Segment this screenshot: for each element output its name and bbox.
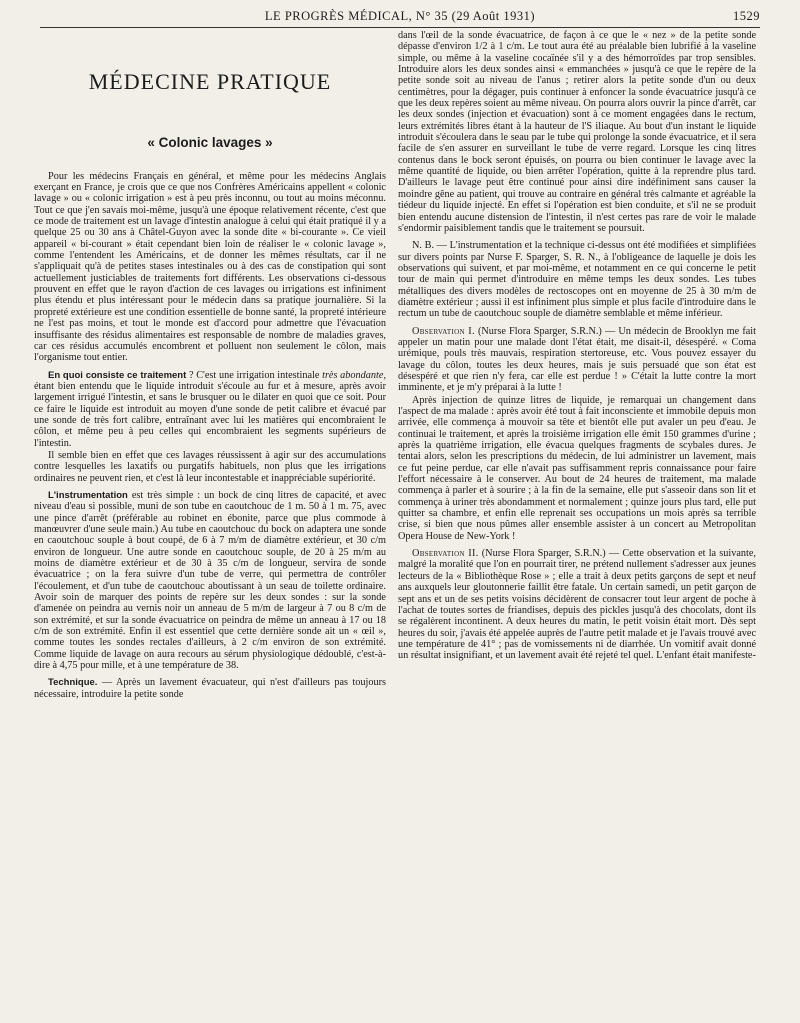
observation-1-continued: Après injection de quinze litres de liquide, je remarquai un changement dans l'aspect de ma malade : après avoir été tout à fait inconsciente et immobile depuis mon arrivée, elle commença à mouvoir sa tête et bientôt elle put avaler un peu d'eau. Je continuai le traitement, et après la troisième irrigation elle émit 150 grammes d'urine ; après la quatrième irrigation, elle évacua quelques fragments de scybales dures. Je tentai alors, selon les prescriptions du médecin, de lui administrer un lavement, mais ce fut peine perdue, car elle n'avait pas suffisamment repris connaissance pour faire l'effort nécessaire à le conserver. Au bout de 24 heures de traitement, ma malade commença à parler et à sourire ; à la fin de la semaine, elle put s'asseoir dans son lit et commença à uriner très abondamment et normalement ; quinze jours plus tard, elle put quitter sa chambre, et enfin elle reprenait ses occupations un mois après sa terrible crise, si bien que nous pûmes aller ensemble assister à un concert au Metropolitan Opera House de New-York ! bbox=[398, 394, 756, 542]
instrumentation-paragraph: L'instrumentation est très simple : un bock de cinq litres de capacité, et avec niveau d'eau si possible, muni de son tube en caoutchouc de 1 m. 50 à 1 m. 75, avec une pince d'arrêt (préférable au robinet en ébonite, parce que plus commode à manœuvrer d'une seule main.) Au tube en caoutchouc du bock on adaptera une sonde en caoutchouc souple à bout coupé, de 6 à 7 m/m de diamètre extérieur, et 30 c/m environ de longueur. Une autre sonde en caoutchouc souple, de 20 à 25 m/m au moins de diamètre extérieur et de 30 à 35 c/m de longueur, servira de sonde évacuatrice ; on la fera suivre d'un tube de verre, qui permettra de contrôler l'écoulement, et d'un tube de caoutchouc aboutissant à un seau de toilette ordinaire. Avoir soin de marquer des points de repère sur les deux sondes : sur la sonde d'amenée on peindra au vernis noir un anneau de 5 m/m de largeur à 7 ou 8 c/m de son extrémité, et sur la sonde évacuatrice on peindra de même un anneau à 17 ou 18 c/m de son extrémité. Enfin il est essentiel que cette dernière sonde ait un « œil », comme toutes les sondes rectales d'ailleurs, à 2 c/m environ de son extrémité. Comme liquide de lavage on aura recours au sérum physiologique dédoublé, c'est-à-dire à 4,75 pour mille, et à une température de 38. bbox=[34, 489, 386, 672]
left-column bbox=[34, 32, 386, 1020]
nota-bene-paragraph: N. B. — L'instrumentation et la technique ci-dessus ont été modifiées et simplifiées sur divers points par Nurse F. Sparger, S. R. N., à l'obligeance de laquelle je dois les observations qui suivent, et par moi-même, et notamment en ce qui concerne le petit tour de main qui permet d'introduire en même temps les deux sondes. Les tubes métalliques des divers modèles de rectoscopes ont en moyenne de 25 à 30 m/m de diamètre extérieur ; aussi il est infiniment plus simple et plus facile d'introduire dans le rectum un tube de caoutchouc souple de diamètre semblable et même inférieur. bbox=[398, 240, 756, 320]
article-title: « Colonic lavages » bbox=[147, 135, 273, 151]
observation-1-label: Observation I. bbox=[412, 325, 475, 337]
treatment-paragraph: En quoi consiste ce traitement ? C'est une irrigation intestinale très abondante, étant bien entendu que le liquide introduit s'écoule au fur et à mesure, après avoir largement irrigué l'intestin, et sans le brusquer ou le dilater en quoi que ce soit. Pour ce faire le liquide est introduit au moyen d'une sonde de petit calibre et évacué par une sonde de très fort calibre, entraînant avec lui les matières qui encombraient le côlon, et même peu à peu celles qui encombraient les segments supérieurs de l'intestin. bbox=[34, 369, 386, 449]
journal-title: LE PROGRÈS MÉDICAL, N° 35 (29 Août 1931) bbox=[264, 9, 536, 23]
header-rule bbox=[40, 27, 760, 28]
emphasis-text: très abondante bbox=[322, 369, 384, 381]
instrumentation-lead: L'instrumentation bbox=[48, 489, 128, 501]
right-column bbox=[398, 30, 756, 1016]
technique-lead: Technique. bbox=[48, 677, 98, 689]
technique-continued-paragraph: dans l'œil de la sonde évacuatrice, de façon à ce que le « nez » de la petite sonde dépasse d'environ 1/2 à 1 c/m. Le tout aura été au préalable bien lubrifié à la vaseline simple, ou même à la vaseline cocaïnée s'il y a des hémorroïdes par trop sensibles. Introduire alors les deux sondes ainsi « emmanchées » jusqu'à ce que le repère de la petite sonde soit au niveau de l'anus ; retirer alors la petite sonde d'un ou deux centimètres, pour la dégager, puis continuer à enfoncer la sonde évacuatrice jusqu'à ce que les deux repères soient au même niveau. On pourra alors ouvrir la pince d'arrêt, car les deux sondes (injection et évacuation) sont à ce moment engagées dans le rectum, leurs extrémités libres étant à la hauteur de l'S iliaque. Au bout d'un instant le liquide introduit s'écoulera dans le seau par le tube qui prolonge la sonde évacuatrice, et il sera facile de s'en assurer en surveillant le tube de verre regard. Lorsque les cinq litres contenus dans le bock seront épuisés, on pourra ou bien continuer le lavage avec la même quantité de liquide, ou bien arrêter l'opération, quitte à la reprendre plus tard. D'ailleurs le lavage peut être continué pour ainsi dire indéfiniment sans causer la moindre gêne au patient, qui trouve au contraire en général très calmante et agréable la tiédeur du liquide injecté. En effet si l'opération est bien conduite, et s'il ne se produit bien entendu aucune distension de l'intestin, il n'est certes pas rare de voir le malade s'endormir paisiblement tandis que le traitement se poursuit. bbox=[398, 30, 756, 234]
page-number: 1529 bbox=[733, 9, 760, 23]
observation-2-paragraph: Observation II. (Nurse Flora Sparger, S.R.N.) — Cette observation et la suivante, malgré la moralité que l'on en pourrait tirer, ne prétend nullement s'adresser aux jeunes lecteurs de la « Bibliothèque Rose » ; elle a trait à deux petits garçons de sept et neuf ans auxquels leur gloutonnerie faillit être fatale. Un certain samedi, un petit garçon de sept ans et un de ses petits voisins décidèrent de consacrer tout leur argent de poche à l'achat de toutes sortes de friandises, depuis des pickles jusqu'à des chocolats, dont ils se régalèrent incontinent. A deux heures du matin, le petit voisin était mort. Dès sept heures du soir, j'avais été appelée auprès de l'autre petit malade et je l'avais trouvé avec une température de 41° ; pas de vomissements ni de diarrhée. Un vomitif avait donné un résultat insignifiant, et un lavement avait été rejeté tel quel. L'enfant était manifeste- bbox=[398, 548, 756, 662]
observation-1-paragraph: Observation I. (Nurse Flora Sparger, S.R.N.) — Un médecin de Brooklyn me fait appeler un matin pour une malade dont l'état était, me disait-il, désespéré. « Coma urémique, pouls très mauvais, respiration stertoreuse, etc. Vous pouvez essayer du lavage du côlon, toutes les deux heures, mais je suis persuadé que son état est désespéré et que rien n'y fera, car elle est perdue ! » C'était la lutte contre la mort imminente, et je m'y préparai à la lutte ! bbox=[398, 325, 756, 394]
efficacy-paragraph: Il semble bien en effet que ces lavages réussissent à agir sur des accumulations contre lesquelles les laxatifs ou purgatifs habituels, non plus que les irrigations ordinaires ne peuvent rien, et c'est là leur incontestable et inappréciable supériorité. bbox=[34, 449, 386, 484]
section-title: MÉDECINE PRATIQUE bbox=[88, 69, 332, 94]
treatment-lead: En quoi consiste ce traitement bbox=[48, 369, 187, 381]
running-header bbox=[40, 4, 760, 28]
technique-paragraph: Technique. — Après un lavement évacuateur, qui n'est d'ailleurs pas toujours nécessaire, introduire la petite sonde bbox=[34, 677, 386, 700]
observation-2-label: Observation II. bbox=[412, 548, 479, 560]
intro-paragraph: Pour les médecins Français en général, et même pour les médecins Anglais exerçant en France, je crois que ce que nos Confrères Américains appellent « colonic lavage » ou « colonic irrigation » est à peu près inconnu, ou tout au moins méconnu. Tout ce que j'en savais moi-même, jusqu'à une époque relativement récente, c'est que ce mode de traitement est un lavage d'intestin analogue à celui qui était pratiqué il y a quelque 25 ou 30 ans à Châtel-Guyon avec la sonde dite « bi-courante ». Ce vieil appareil « bi-courant » était cependant bien loin de réaliser le « colonic lavage », comme l'entendent les Américains, et de donner les mêmes résultats, car il ne s'appliquait qu'à de petites stases intestinales ou à des cas de constipation qui sont actuellement justiciables de traitements fort différents. Les observations ci-dessous prouvent en effet que le rayon d'action de ces lavages ou irrigations est infiniment plus étendu et plus intéressant pour le médecin dans sa pratique journalière. Si la propreté extérieure est une condition essentielle de bonne santé, la propreté intérieure ne l'est pas moins, et tout le monde est d'accord pour admettre que l'évacuation insuffisante des résidus alimentaires est responsable de nombre de maladies graves, car ces résidus accumulés encombrent et polluent non seulement le côlon, mais l'organisme tout entier. bbox=[34, 170, 386, 364]
